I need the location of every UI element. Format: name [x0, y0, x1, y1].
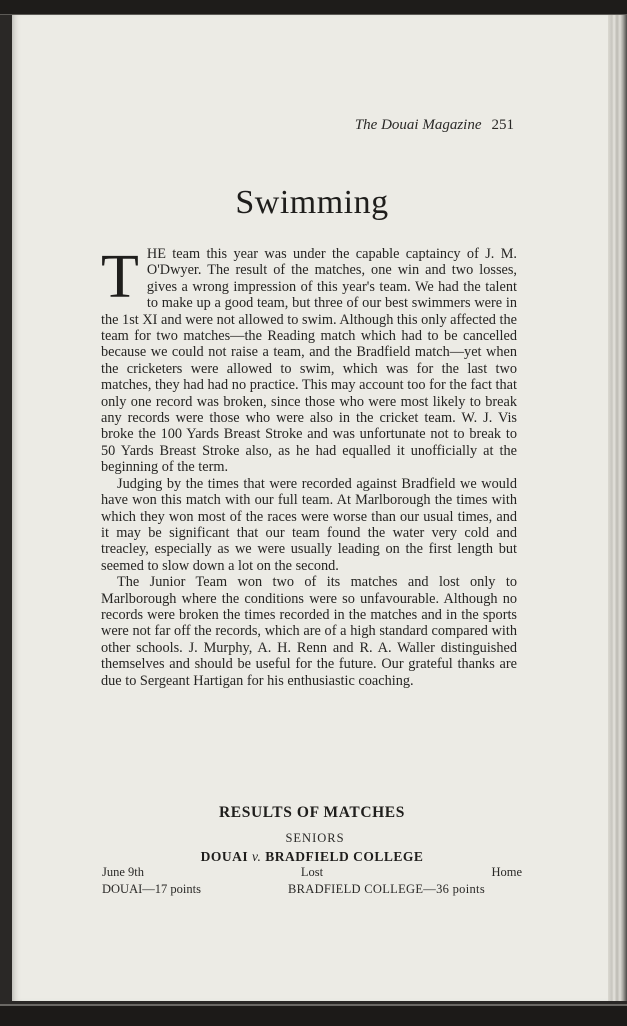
- versus-label: v.: [251, 849, 262, 864]
- paragraph-1-text: HE team this year was under the capable captaincy of J. M. O'Dwyer. The result of the matches, one win and two losses, gives a wrong impression of this year's team. We had the talent to make up a good team, but three of our best swimmers were in the 1st XI and were not allowed to swim. Although this only affected the team for two matches—the Reading match which had to be cancelled because we could not raise a team, and the Bradfield match—yet when the cricketers were allowed to swim, which was for the last two matches, they had had no practice. This may account too for the fact that only one record was broken, since those who were most likely to break any records were those who were also in the cricket team. W. J. Vis broke the 100 Yards Breast Stroke and was unfortunate not to break to 50 Yards Breast Stroke also, as he had equalled it unofficially at the beginning of the term.: [101, 246, 517, 476]
- home-team: DOUAI: [200, 849, 249, 864]
- home-score: DOUAI—17 points: [102, 882, 201, 896]
- running-header: [100, 117, 514, 134]
- paragraph-1: [101, 243, 517, 476]
- paragraph-2: Judging by the times that were recorded against Bradfield we would have won this match with our full team. At Marlborough the times with which they won most of the races were worse than our usual times, and it may be significant that our team found the water very cold and treacley, especially as we were usually leading on the first length but seemed to slow down a lot on the second.: [101, 475, 517, 574]
- match-result: Lost: [300, 865, 324, 879]
- match-venue: Home: [491, 865, 522, 879]
- page-number: 251: [491, 117, 514, 133]
- article-body: [101, 243, 517, 689]
- page-stack-edge: [608, 15, 627, 1001]
- away-team: BRADFIELD COLLEGE: [265, 849, 424, 864]
- scan-top-edge: [0, 0, 627, 15]
- drop-cap: T: [101, 243, 139, 311]
- results-section-label: SENIORS: [285, 831, 345, 845]
- results-heading: RESULTS OF MATCHES: [219, 804, 405, 821]
- away-score: BRADFIELD COLLEGE—36 points: [288, 882, 485, 896]
- paragraph-3: The Junior Team won two of its matches and lost only to Marlborough where the conditions were so unfavourable. Although no records were broken the times recorded in the matches and in the sports were not far off the records, which are of a high standard compared with other schools. J. Murphy, A. H. Renn and R. A. Waller distinguished themselves and should be useful for the future. Our grateful thanks are due to Sergeant Hartigan for his enthusiastic coaching.: [101, 574, 517, 689]
- magazine-title: The Douai Magazine: [354, 117, 482, 133]
- match-title: [100, 849, 524, 865]
- scan-bottom-edge: [0, 1004, 627, 1026]
- article-title: Swimming: [235, 184, 389, 221]
- match-date: June 9th: [102, 865, 145, 879]
